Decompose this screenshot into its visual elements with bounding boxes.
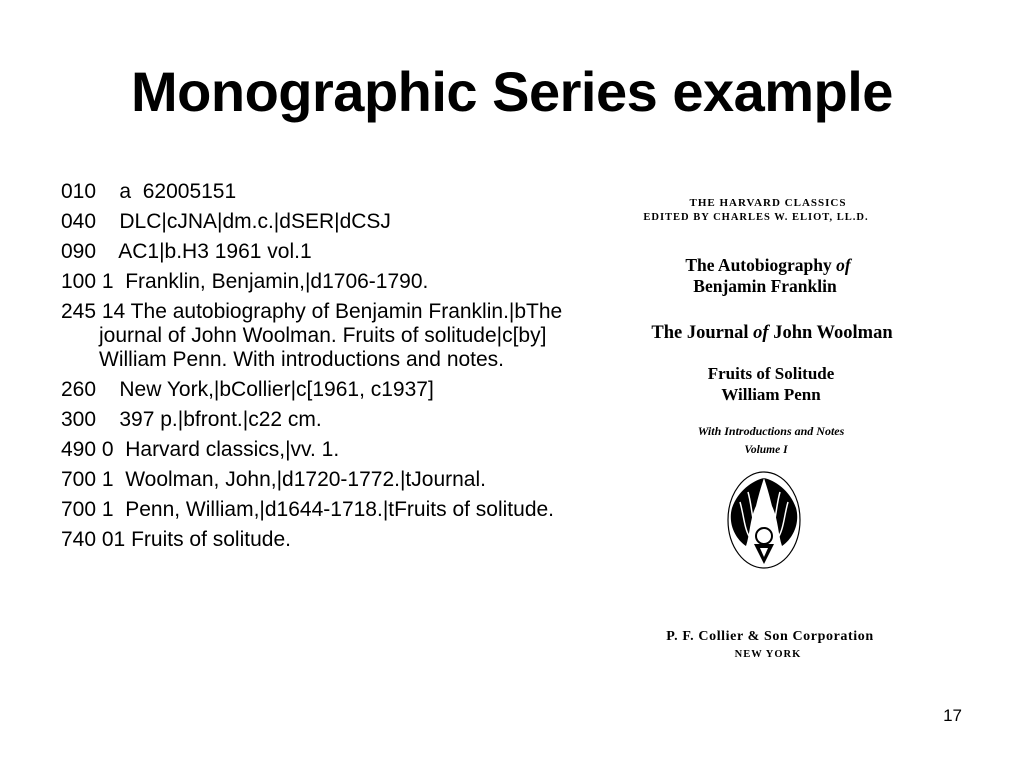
marc-field-245: 245 14 The autobiography of Benjamin Franklin.|bThe journal of John Woolman. Fruits of solitude|c[by] William Penn. With introductions and notes.: [61, 300, 569, 371]
series-line: THE HARVARD CLASSICS: [689, 197, 847, 209]
marc-field-700-woolman: 700 1 Woolman, John,|d1720-1772.|tJournal.: [61, 468, 486, 491]
notes-line: With Introductions and Notes: [697, 424, 845, 438]
work3-author: William Penn: [721, 385, 821, 404]
work2-of: of: [753, 323, 769, 343]
winged-emblem-icon: [728, 472, 800, 568]
work1-title-line: [685, 255, 852, 275]
work3-title: Fruits of Solitude: [707, 364, 835, 383]
work2-part2: John Woolman: [773, 323, 893, 343]
page-number: 17: [943, 706, 962, 725]
title-page-svg: [578, 178, 968, 668]
marc-record-list: [61, 180, 571, 558]
marc-field-260: 260 New York,|bCollier|c[1961, c1937]: [61, 378, 434, 401]
publisher-line: P. F. Collier & Son Corporation: [666, 629, 874, 644]
work1-part1: The Autobiography: [685, 255, 832, 275]
marc-field-300: 300 397 p.|bfront.|c22 cm.: [61, 408, 322, 431]
marc-field-090: 090 AC1|b.H3 1961 vol.1: [61, 240, 312, 263]
marc-field-490: 490 0 Harvard classics,|vv. 1.: [61, 438, 340, 461]
book-title-page-image: [578, 178, 968, 668]
work2-title-line: [651, 323, 893, 343]
work1-part2: Benjamin Franklin: [693, 276, 837, 296]
marc-field-100: 100 1 Franklin, Benjamin,|d1706-1790.: [61, 270, 429, 293]
editor-line: EDITED BY CHARLES W. ELIOT, LL.D.: [643, 212, 869, 223]
volume-line: Volume I: [744, 444, 788, 456]
marc-field-700-penn: 700 1 Penn, William,|d1644-1718.|tFruits of solitude.: [61, 498, 555, 521]
marc-field-040: 040 DLC|cJNA|dm.c.|dSER|dCSJ: [61, 210, 391, 233]
marc-field-740: 740 01 Fruits of solitude.: [61, 528, 291, 551]
marc-field-010: 010 a 62005151: [61, 180, 237, 203]
work2-part1: The Journal: [651, 323, 749, 343]
city-line: NEW YORK: [734, 649, 802, 660]
work1-of: of: [836, 255, 851, 275]
slide-title: Monographic Series example: [131, 60, 893, 123]
